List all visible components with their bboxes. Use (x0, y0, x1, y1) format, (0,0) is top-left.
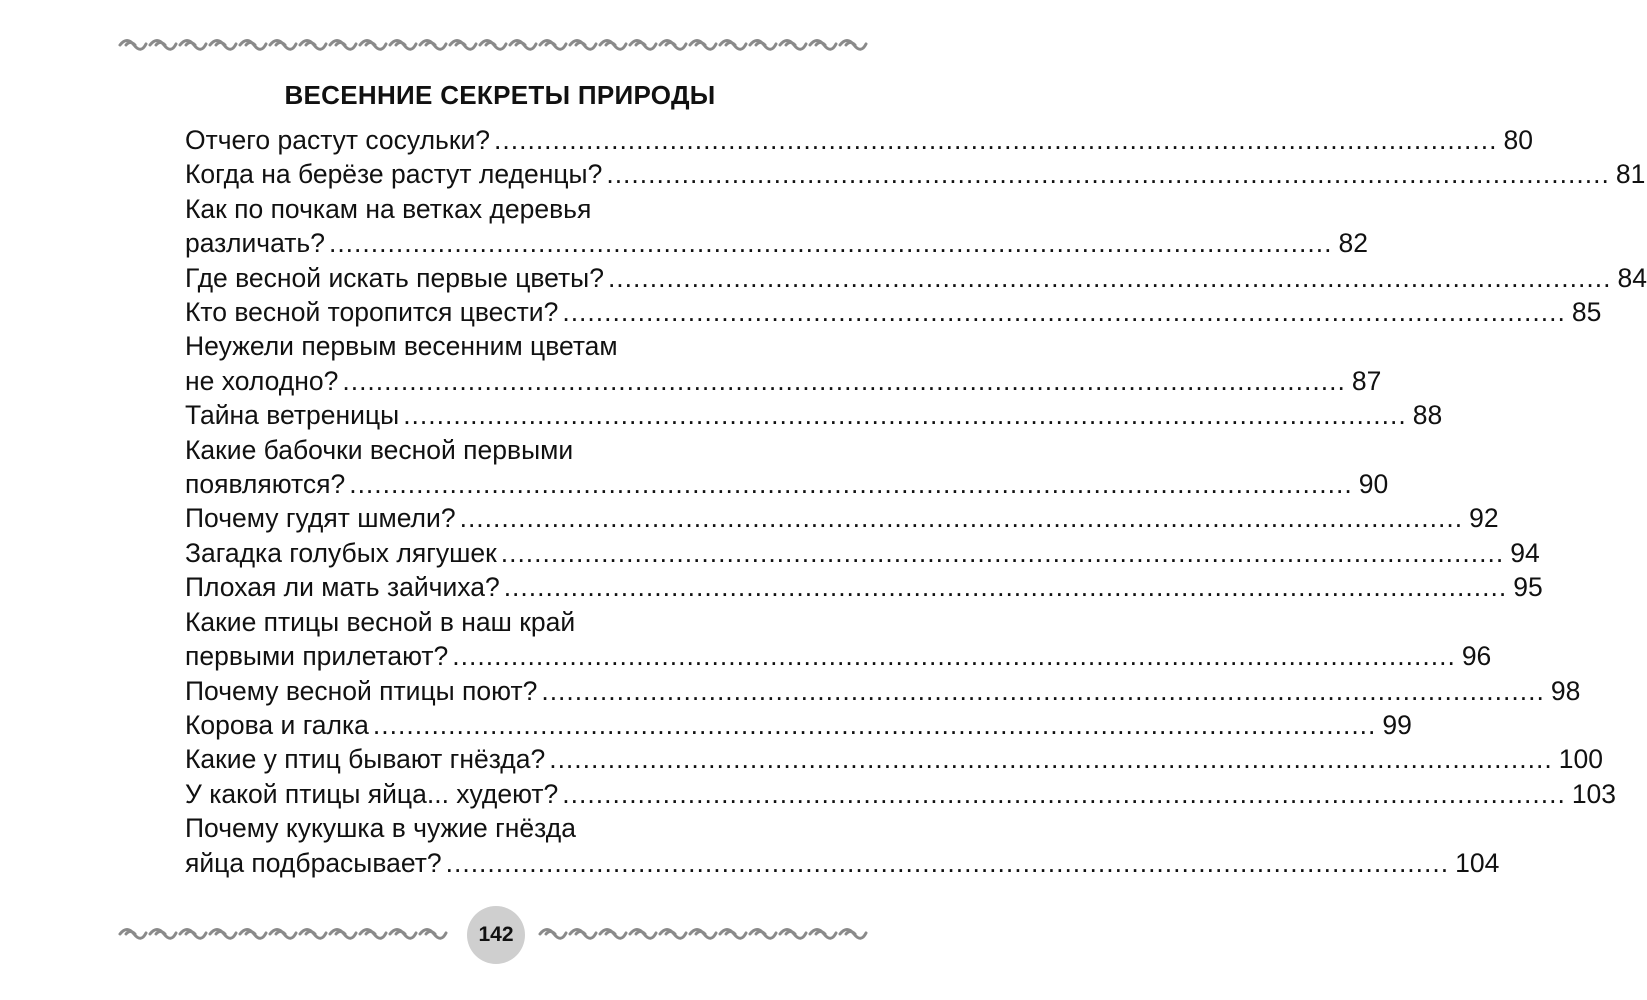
wave-ornament-segment (540, 930, 566, 939)
wave-ornament-segment (720, 930, 746, 939)
wave-ornament-segment (300, 41, 326, 50)
wave-ornament-segment (630, 41, 656, 50)
toc-entry-page: 96 (1461, 641, 1492, 672)
toc-entry-page: 104 (1455, 847, 1500, 878)
wave-ornament-segment (270, 930, 296, 939)
toc-entry-title: Когда на берёзе растут леденцы? (185, 159, 603, 190)
toc-entry-line (185, 605, 810, 639)
toc-entry-line (185, 192, 810, 226)
toc-entry-title: Какие бабочки весной первыми (185, 434, 574, 465)
toc-entry-page: 100 (1558, 744, 1603, 775)
wave-ornament-segment (150, 41, 176, 50)
dot-leader: ........................................................................................................................ (500, 537, 1505, 568)
toc-entry (185, 674, 1581, 708)
wave-ornament-segment (150, 930, 176, 939)
dot-leader: ........................................................................................................................ (372, 709, 1377, 740)
page-number: 142 (478, 923, 514, 946)
wave-ornament-segment (240, 41, 266, 50)
toc-entry (185, 570, 1543, 604)
toc-entry-line (185, 433, 810, 467)
toc-entry (185, 536, 1540, 570)
toc-entry-last-line (185, 295, 1602, 329)
toc-entry-title: Где весной искать первые цветы? (185, 262, 604, 293)
dot-leader: ........................................................................................................................ (445, 847, 1450, 878)
toc-entry-title: Какие птицы весной в наш край (185, 606, 576, 637)
toc-entry-page: 99 (1382, 709, 1412, 740)
wave-ornament-segment (660, 41, 686, 50)
wave-ornament-segment (810, 41, 836, 50)
toc-entry (185, 295, 1602, 329)
toc-entry-last-line (185, 398, 1443, 432)
wave-ornament-segment (210, 41, 236, 50)
toc-entry-page: 103 (1571, 778, 1617, 809)
toc-entry (185, 261, 1647, 295)
toc-entry-page: 82 (1338, 228, 1368, 259)
toc-entry (185, 433, 1389, 502)
toc-entry-title: Неужели первым весенним цветам (185, 331, 618, 362)
wave-ornament-segment (780, 41, 806, 50)
wave-ornament-segment (120, 41, 146, 50)
wave-ornament-segment (210, 930, 236, 939)
toc-entry-last-line (185, 639, 1492, 673)
wave-ornament-segment (570, 930, 596, 939)
wave-ornament-segment (840, 930, 866, 939)
toc-entry (185, 123, 1533, 157)
toc-entry-page: 90 (1358, 469, 1389, 500)
table-of-contents (185, 123, 1647, 880)
dot-leader: ........................................................................................................................ (606, 159, 1610, 190)
dot-leader: ........................................................................................................................ (349, 469, 1353, 500)
toc-entry-title: У какой птицы яйца... худеют? (185, 778, 559, 809)
toc-entry-title: Корова и галка (185, 709, 369, 740)
wave-ornament-segment (690, 41, 716, 50)
toc-entry-last-line (185, 226, 1368, 260)
dot-leader: ........................................................................................................................ (494, 125, 1498, 155)
toc-entry-last-line (185, 501, 1499, 535)
toc-entry-title: Плохая ли мать зайчиха? (185, 572, 500, 603)
wave-ornament-segment (660, 930, 686, 939)
toc-entry (185, 398, 1443, 432)
wave-ornament-segment (600, 41, 626, 50)
wave-ornament-segment (390, 41, 416, 50)
wave-ornament-segment (180, 41, 206, 50)
toc-entry-last-line (185, 742, 1603, 776)
toc-entry (185, 157, 1646, 191)
dot-leader: ........................................................................................................................ (549, 744, 1553, 775)
toc-entry-last-line (185, 123, 1533, 157)
top-wave-ornament-icon (120, 34, 880, 56)
toc-entry-last-line (185, 674, 1581, 708)
wave-ornament-segment (450, 41, 476, 50)
section-title: ВЕСЕННИЕ СЕКРЕТЫ ПРИРОДЫ (284, 80, 716, 110)
toc-entry (185, 329, 1382, 398)
toc-entry (185, 605, 1492, 674)
wave-ornament-segment (360, 41, 386, 50)
page-number-badge (467, 906, 525, 964)
dot-leader: ........................................................................................................................ (342, 365, 1346, 396)
wave-ornament-segment (330, 930, 356, 939)
toc-entry-page: 84 (1617, 262, 1647, 293)
toc-entry-page: 87 (1351, 365, 1382, 396)
toc-entry-title: Какие у птиц бывают гнёзда? (185, 744, 546, 775)
wave-ornament-segment (600, 930, 626, 939)
toc-entry-title: яйца подбрасывает? (185, 847, 442, 878)
wave-ornament-segment (570, 41, 596, 50)
dot-leader: ........................................................................................................................ (452, 641, 1456, 672)
wave-ornament-segment (750, 41, 776, 50)
wave-ornament-segment (510, 41, 536, 50)
wave-ornament-segment (330, 41, 356, 50)
toc-entry (185, 192, 1368, 261)
dot-leader: ........................................................................................................................ (562, 778, 1566, 809)
dot-leader: ........................................................................................................................ (403, 400, 1407, 431)
toc-entry-last-line (185, 777, 1617, 811)
wave-ornament-segment (630, 930, 656, 939)
toc-entry-title: не холодно? (185, 365, 339, 396)
wave-ornament-segment (750, 930, 776, 939)
wave-ornament-segment (420, 930, 446, 939)
toc-entry-title: Тайна ветреницы (185, 400, 400, 431)
toc-entry-last-line (185, 364, 1382, 398)
toc-entry (185, 742, 1603, 776)
toc-entry-title: Почему весной птицы поют? (185, 675, 538, 706)
wave-ornament-segment (690, 930, 716, 939)
dot-leader: ........................................................................................................................ (541, 675, 1545, 706)
wave-ornament-segment (120, 930, 146, 939)
toc-entry-last-line (185, 708, 1412, 742)
wave-ornament-segment (780, 930, 806, 939)
toc-entry-page: 88 (1412, 400, 1443, 431)
toc-entry-last-line (185, 570, 1543, 604)
wave-ornament-segment (180, 930, 206, 939)
toc-entry-title: Как по почкам на ветках деревья (185, 193, 592, 224)
toc-entry-title: появляются? (185, 469, 346, 500)
toc-entry-page: 92 (1469, 503, 1499, 534)
toc-entry (185, 811, 1500, 880)
toc-entry-last-line (185, 157, 1646, 191)
wave-ornament-segment (810, 930, 836, 939)
toc-entry (185, 708, 1412, 742)
wave-ornament-segment (480, 41, 506, 50)
toc-entry-title: Кто весной торопится цвести? (185, 297, 559, 328)
wave-ornament-segment (420, 41, 446, 50)
toc-entry-title: различать? (185, 228, 325, 259)
toc-entry-last-line (185, 536, 1540, 570)
toc-entry (185, 777, 1617, 811)
toc-entry-title: первыми прилетают? (185, 641, 449, 672)
toc-entry-title: Почему гудят шмели? (185, 503, 456, 534)
toc-entry-page: 98 (1550, 675, 1581, 706)
toc-entry-page: 95 (1513, 572, 1543, 603)
wave-ornament-segment (840, 41, 866, 50)
toc-entry-page: 85 (1571, 297, 1602, 328)
wave-ornament-segment (240, 930, 266, 939)
toc-entry-line (185, 811, 810, 845)
toc-entry-page: 80 (1503, 125, 1533, 155)
dot-leader: ........................................................................................................................ (459, 503, 1464, 534)
dot-leader: ........................................................................................................................ (503, 572, 1508, 603)
toc-entry-title: Почему кукушка в чужие гнёзда (185, 813, 576, 844)
toc-entry-title: Загадка голубых лягушек (185, 537, 497, 568)
toc-entry-page: 94 (1510, 537, 1540, 568)
toc-entry-page: 81 (1615, 159, 1646, 190)
toc-entry-last-line (185, 467, 1389, 501)
dot-leader: ........................................................................................................................ (328, 228, 1333, 259)
wave-ornament-segment (390, 930, 416, 939)
toc-entry (185, 501, 1499, 535)
toc-entry-last-line (185, 846, 1500, 880)
toc-entry-last-line (185, 261, 1647, 295)
dot-leader: ........................................................................................................................ (607, 262, 1612, 293)
toc-entry-title: Отчего растут сосульки? (185, 125, 490, 155)
wave-ornament-segment (720, 41, 746, 50)
wave-ornament-segment (300, 930, 326, 939)
wave-ornament-segment (540, 41, 566, 50)
wave-ornament-segment (270, 41, 296, 50)
dot-leader: ........................................................................................................................ (562, 297, 1566, 328)
wave-ornament-segment (360, 930, 386, 939)
toc-entry-line (185, 329, 810, 363)
